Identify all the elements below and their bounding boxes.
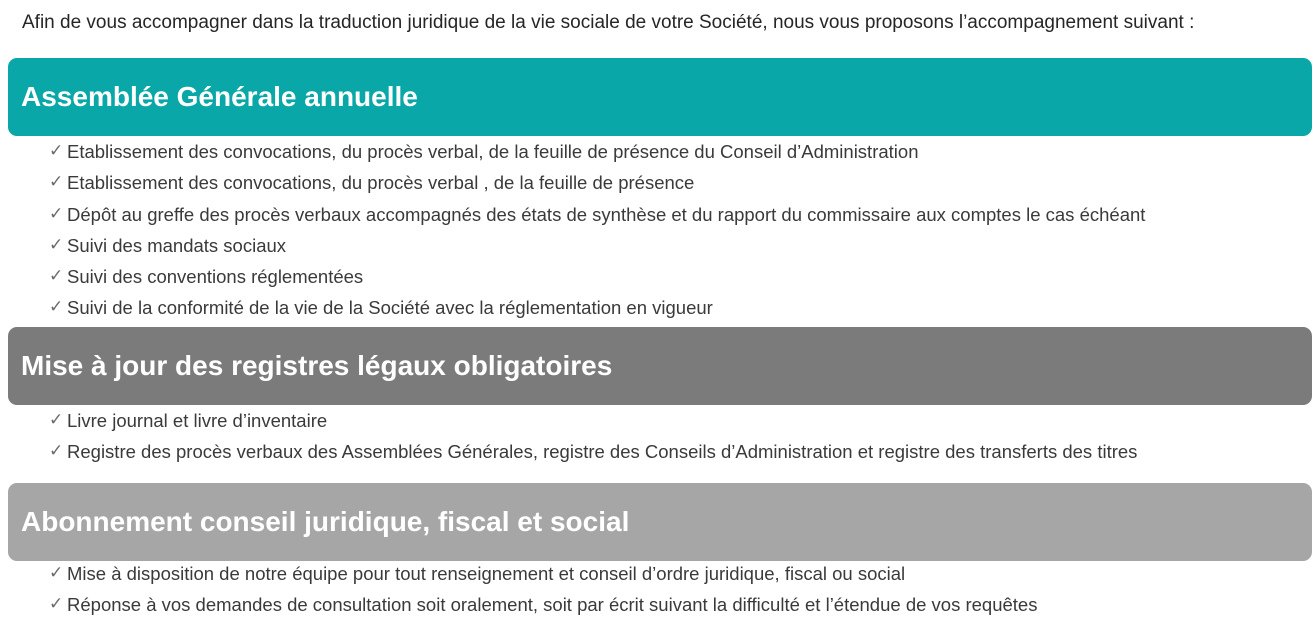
checkmark-icon: ✓ [49,203,64,224]
section-banner-assemblee-generale [8,58,1312,136]
checkmark-icon: ✓ [49,563,64,583]
list-item-text: Dépôt au greffe des procès verbaux accompagnés des états de synthèse et du rapport du commissaire aux comptes le cas échéant [67,203,1146,225]
list-item-text: Suivi des conventions réglementées [67,266,364,288]
list-item [49,199,1145,230]
intro-text: Afin de vous accompagner dans la traduction juridique de la vie sociale de votre Société, nous vous proposons l’accompagnement suivant : [22,12,1195,33]
list-item-text: Mise à disposition de notre équipe pour tout renseignement et conseil d’ordre juridique, fiscal ou social [67,563,906,584]
list-item [49,167,1145,198]
section-title: Abonnement conseil juridique, fiscal et social [21,506,630,537]
checkmark-icon: ✓ [49,410,64,430]
list-item [49,589,1037,620]
section-list-registres-legaux [49,405,1137,468]
checkmark-icon: ✓ [49,441,64,462]
checkmark-icon: ✓ [49,594,64,615]
list-item-text: Suivi des mandats sociaux [67,234,287,256]
list-item-text: Réponse à vos demandes de consultation soit oralement, soit par écrit suivant la difficulté et l’étendue de vos requêtes [67,594,1038,616]
checkmark-icon: ✓ [49,266,64,287]
list-item [49,136,1145,167]
list-item-text: Livre journal et livre d’inventaire [67,410,328,431]
list-item-text: Registre des procès verbaux des Assemblées Générales, registre des Conseils d’Administration et registre des transferts des titres [67,441,1138,463]
section-list-abonnement-conseil [49,558,1037,621]
list-item [49,292,1145,323]
checkmark-icon: ✓ [49,234,64,255]
list-item-text: Etablissement des convocations, du procès verbal, de la feuille de présence du Conseil d’Administration [67,141,919,162]
section-banner-abonnement-conseil [8,483,1312,561]
section-title: Mise à jour des registres légaux obligatoires [21,350,613,381]
section-title: Assemblée Générale annuelle [21,81,418,112]
list-item [49,405,1137,436]
list-item [49,230,1145,261]
list-item-text: Suivi de la conformité de la vie de la Société avec la réglementation en vigueur [67,297,713,319]
section-banner-registres-legaux [8,327,1312,405]
list-item-text: Etablissement des convocations, du procès verbal , de la feuille de présence [67,172,695,194]
list-item [49,558,1037,589]
list-item [49,436,1137,467]
section-list-assemblee-generale [49,136,1145,324]
list-item [49,261,1145,292]
checkmark-icon: ✓ [49,297,64,318]
checkmark-icon: ✓ [49,141,64,161]
checkmark-icon: ✓ [49,172,64,193]
